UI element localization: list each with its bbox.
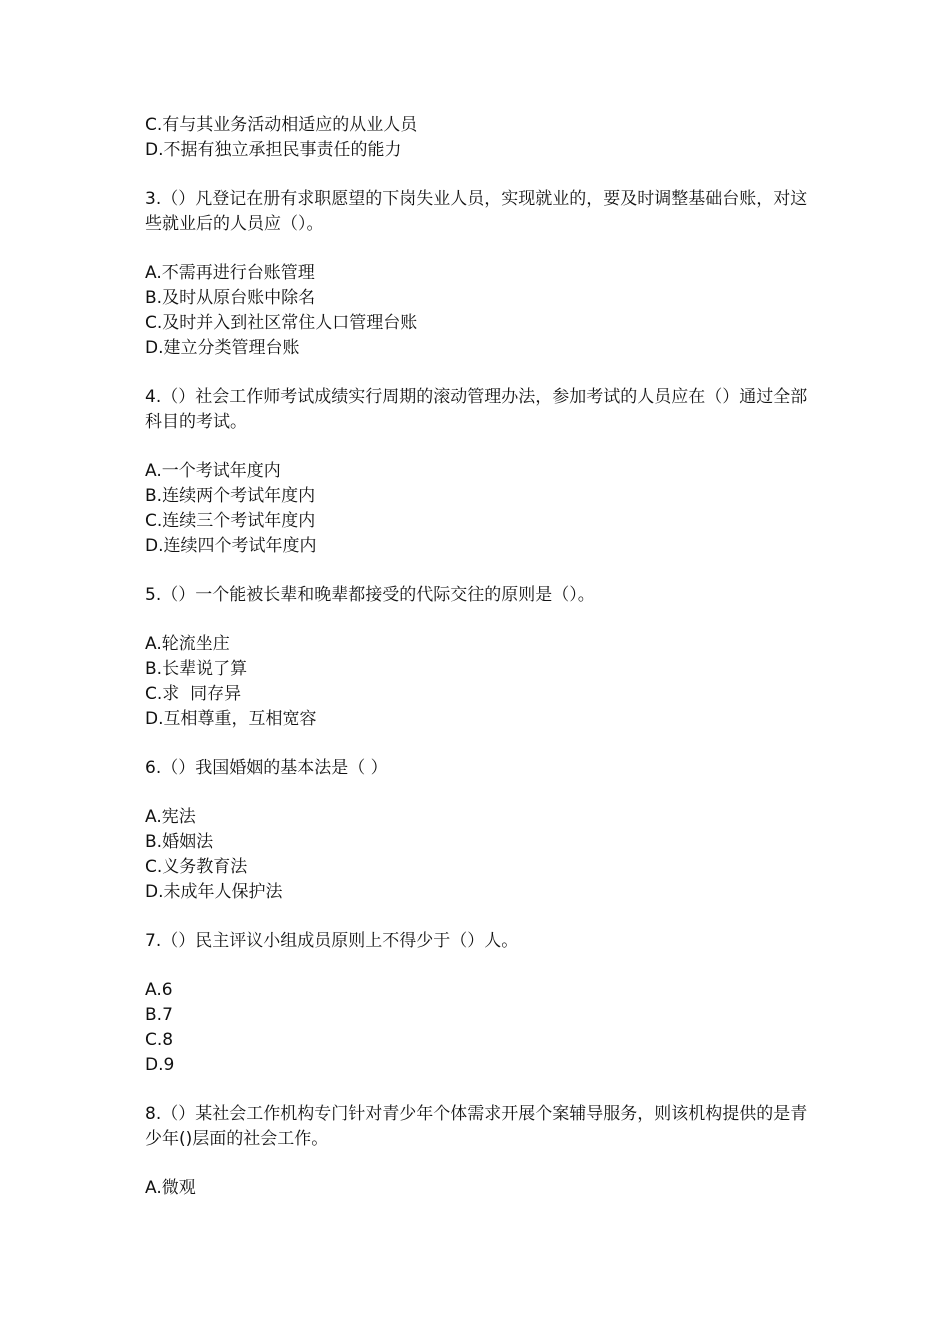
- option-line: B.长辈说了算: [145, 659, 248, 679]
- question-block: [145, 929, 815, 1078]
- question-block: [145, 583, 815, 732]
- option-line: C.及时并入到社区常住人口管理台账: [145, 313, 418, 333]
- question-block: [145, 756, 815, 905]
- option-line: A.轮流坐庄: [145, 634, 230, 654]
- option-list: [145, 261, 815, 361]
- option-line: C.义务教育法: [145, 857, 248, 877]
- question-block: [145, 1102, 815, 1201]
- option-list: [145, 805, 815, 905]
- option-line: D.未成年人保护法: [145, 882, 283, 902]
- question-block: [145, 385, 815, 559]
- option-line: D.不据有独立承担民事责任的能力: [145, 140, 402, 160]
- question-text: 5.（）一个能被长辈和晚辈都接受的代际交往的原则是（）。: [145, 585, 595, 605]
- option-line: C.8: [145, 1030, 174, 1050]
- option-list: [145, 459, 815, 559]
- option-line: D.9: [145, 1055, 175, 1075]
- option-line: B.婚姻法: [145, 832, 214, 852]
- option-line: A.一个考试年度内: [145, 461, 281, 481]
- question-text: 6.（）我国婚姻的基本法是（ ）: [145, 758, 388, 778]
- option-line: A.6: [145, 980, 173, 1000]
- option-line: C.连续三个考试年度内: [145, 511, 316, 531]
- option-line: B.连续两个考试年度内: [145, 486, 316, 506]
- question-text: 3.（）凡登记在册有求职愿望的下岗失业人员，实现就业的，要及时调整基础台账，对这些就业后的人员应（）。: [145, 189, 808, 234]
- question-text: 7.（）民主评议小组成员原则上不得少于（）人。: [145, 931, 519, 951]
- question-text: 8.（）某社会工作机构专门针对青少年个体需求开展个案辅导服务，则该机构提供的是青少年()层面的社会工作。: [145, 1104, 808, 1149]
- leading-options: [145, 113, 815, 163]
- option-list: [145, 632, 815, 732]
- option-line: A.不需再进行台账管理: [145, 263, 315, 283]
- option-list: [145, 1176, 815, 1201]
- option-list: [145, 978, 815, 1078]
- option-line: B.7: [145, 1005, 173, 1025]
- document-page: [145, 113, 815, 1201]
- option-line: D.连续四个考试年度内: [145, 536, 317, 556]
- option-line: D.互相尊重，互相宽容: [145, 709, 317, 729]
- option-line: A.宪法: [145, 807, 196, 827]
- option-line: D.建立分类管理台账: [145, 338, 300, 358]
- question-list: [145, 187, 815, 1201]
- option-line: B.及时从原台账中除名: [145, 288, 316, 308]
- option-line: C.有与其业务活动相适应的从业人员: [145, 115, 418, 135]
- option-line: A.微观: [145, 1178, 196, 1198]
- question-text: 4.（）社会工作师考试成绩实行周期的滚动管理办法，参加考试的人员应在（）通过全部科目的考试。: [145, 387, 808, 432]
- option-line: C.求 同存异: [145, 684, 242, 704]
- question-block: [145, 187, 815, 361]
